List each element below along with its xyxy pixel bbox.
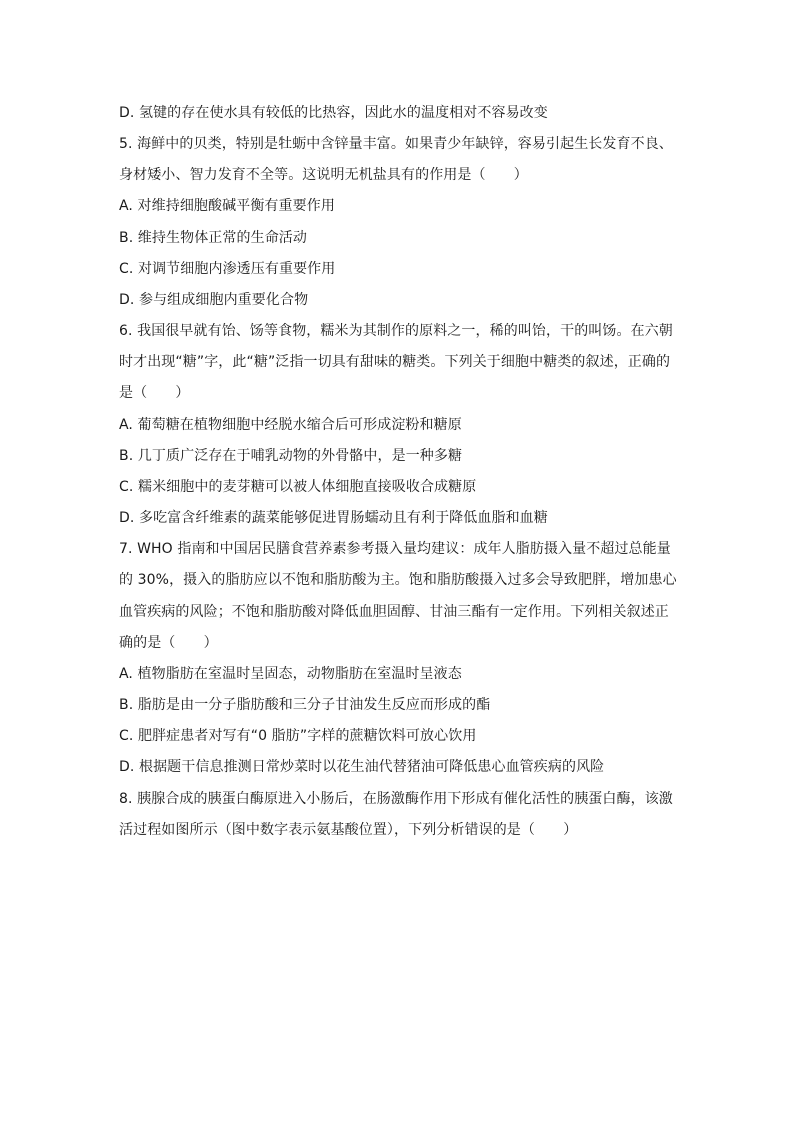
option-d: D. 根据题干信息推测日常炒菜时以花生油代替猪油可降低患心血管疾病的风险 xyxy=(119,759,605,775)
option-c: C. 对调节细胞内渗透压有重要作用 xyxy=(119,261,336,277)
text-line: 身材矮小、智力发育不全等。这说明无机盐具有的作用是（ ） xyxy=(119,167,528,183)
text-line: D. 氢键的存在使水具有较低的比热容，因此水的温度相对不容易改变 xyxy=(119,105,548,121)
question-5-line: 5. 海鲜中的贝类，特别是牡蛎中含锌量丰富。如果青少年缺锌，容易引起生长发育不良、 xyxy=(119,136,673,152)
option-b: B. 脂肪是由一分子脂肪酸和三分子甘油发生反应而形成的酯 xyxy=(119,697,491,713)
text-line: 的 30%，摄入的脂肪应以不饱和脂肪酸为主。饱和脂肪酸摄入过多会导致肥胖，增加患心 xyxy=(119,572,677,588)
text-line: 是（ ） xyxy=(119,385,190,401)
option-c: C. 糯米细胞中的麦芽糖可以被人体细胞直接吸收合成糖原 xyxy=(119,479,477,495)
text-line: 确的是（ ） xyxy=(119,635,218,651)
option-b: B. 维持生物体正常的生命活动 xyxy=(119,230,308,246)
text-line: 活过程如图所示（图中数字表示氨基酸位置），下列分析错误的是（ ） xyxy=(119,822,578,838)
question-8-line: 8. 胰腺合成的胰蛋白酶原进入小肠后，在肠激酶作用下形成有催化活性的胰蛋白酶，该激 xyxy=(119,791,673,807)
option-a: A. 植物脂肪在室温时呈固态，动物脂肪在室温时呈液态 xyxy=(119,666,462,682)
option-a: A. 葡萄糖在植物细胞中经脱水缩合后可形成淀粉和糖原 xyxy=(119,417,462,433)
option-a: A. 对维持细胞酸碱平衡有重要作用 xyxy=(119,198,335,214)
text-line: 血管疾病的风险；不饱和脂肪酸对降低血胆固醇、甘油三酯有一定作用。下列相关叙述正 xyxy=(119,604,669,620)
option-d: D. 多吃富含纤维素的蔬菜能够促进胃肠蠕动且有利于降低血脂和血糖 xyxy=(119,510,548,526)
question-7-line: 7. WHO 指南和中国居民膳食营养素参考摄入量均建议：成年人脂肪摄入量不超过总能量 xyxy=(119,541,671,557)
option-d: D. 参与组成细胞内重要化合物 xyxy=(119,292,309,308)
text-line: 时才出现“糖”字，此“糖”泛指一切具有甜味的糖类。下列关于细胞中糖类的叙述，正确的 xyxy=(119,354,671,370)
option-c: C. 肥胖症患者对写有“0 脂肪”字样的蔗糖饮料可放心饮用 xyxy=(119,728,477,744)
question-6-line: 6. 我国很早就有饴、饧等食物，糯米为其制作的原料之一，稀的叫饴，干的叫饧。在六朝 xyxy=(119,323,673,339)
option-b: B. 几丁质广泛存在于哺乳动物的外骨骼中，是一种多糖 xyxy=(119,448,463,464)
